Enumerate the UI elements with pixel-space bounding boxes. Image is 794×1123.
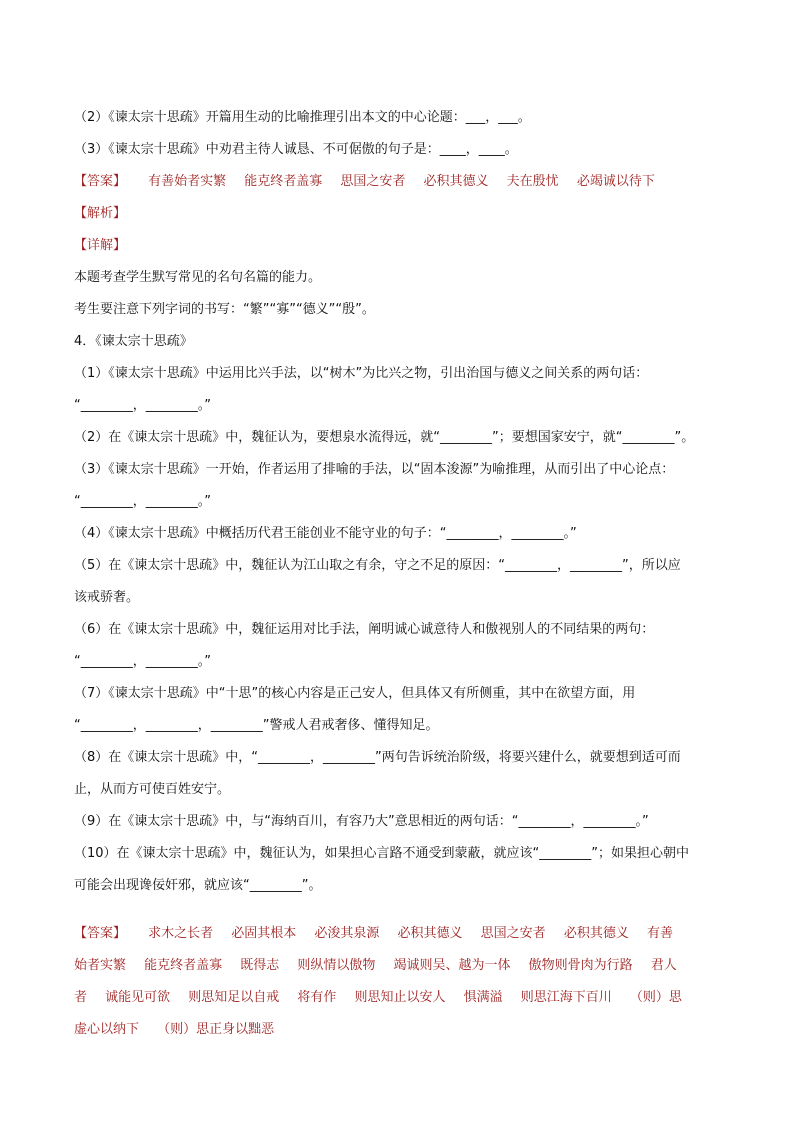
q4-sub-7b: “________，________，________”警戒人君戒奢侈、懂得知足。 [74,718,439,733]
q4-sub-9: （9）在《谏太宗十思疏》中，与“海纳百川，有容乃大”意思相近的两句话：“________，________。” [74,814,649,829]
detail-label: 【详解】 [74,238,127,253]
answer-text: 有善始者实繁 能克终者盖寡 思国之安者 必积其德义 夫在殷忧 必竭诚以待下 [148,174,655,189]
answer-2-line-1 [74,918,724,950]
q4-sub-8b: 止，从而方可使百姓安宁。 [74,782,231,797]
question-item-2: （2）《谏太宗十思疏》开篇用生动的比喻推理引出本文的中心论题：___，___。 [74,110,531,125]
q4-sub-7a: （7）《谏太宗十思疏》中“十思”的核心内容是正己安人，但具体又有所侧重，其中在欲望方面，用 [74,686,636,701]
q4-sub-10b: 可能会出现谗佞奸邪，就应该“________”。 [74,878,322,893]
detail-text-2: 考生要注意下列字词的书写：“繁”“寡”“德义”“殷”。 [74,302,375,317]
q4-sub-10a: （10）在《谏太宗十思疏》中，魏征认为，如果担心言路不通受到蒙蔽，就应该“________”；如果担心朝中 [74,846,690,861]
answer-2-label: 【答案】 [74,926,127,941]
answer-2-line-2: 始者实繁 能克终者盖寡 既得志 则纵情以傲物 竭诚则吴、越为一体 傲物则骨肉为行路 君人 [74,958,677,973]
q4-sub-6b: “________，________。” [74,654,211,669]
q4-sub-6a: （6）在《谏太宗十思疏》中，魏征运用对比手法，阐明诚心诚意待人和傲视别人的不同结果的两句： [74,622,655,637]
answer-2-line-3: 者 诚能见可欲 则思知足以自戒 将有作 则思知止以安人 惧满溢 则思江海下百川 （则）思 [74,990,682,1005]
q4-sub-5b: 该戒骄奢。 [74,590,140,605]
q4-sub-8a: （8）在《谏太宗十思疏》中，“________，________”两句告诉统治阶级，将要兴建什么，就要想到适可而 [74,750,681,765]
answer-2-text-1: 求木之长者 必固其根本 必浚其泉源 必积其德义 思国之安者 必积其德义 有善 [148,926,673,941]
answer-line-1 [74,166,724,198]
question-4-title: 4．《谏太宗十思疏》 [74,334,193,349]
q4-sub-3a: （3）《谏太宗十思疏》一开始，作者运用了排喻的手法，以“固本浚源”为喻推理，从而引出了中心论点： [74,462,675,477]
q4-sub-5a: （5）在《谏太宗十思疏》中，魏征认为江山取之有余，守之不足的原因：“________，________”，所以应 [74,558,681,573]
question-item-3: （3）《谏太宗十思疏》中劝君主待人诚恳、不可倨傲的句子是：____，____。 [74,142,518,157]
detail-text-1: 本题考查学生默写常见的名句名篇的能力。 [74,270,322,285]
q4-sub-1a: （1）《谏太宗十思疏》中运用比兴手法，以“树木”为比兴之物，引出治国与德义之间关系的两句话： [74,366,649,381]
q4-sub-2: （2）在《谏太宗十思疏》中，魏征认为，要想泉水流得远，就“________”；要想国家安宁，就“________”。 [74,430,695,445]
answer-2-line-4: 虚心以纳下 （则）思正身以黜恶 [74,1022,275,1037]
answer-label: 【答案】 [74,174,127,189]
q4-sub-1b: “________，________。” [74,398,211,413]
answer-block-2 [74,918,724,1046]
document-content [74,102,724,1046]
q4-sub-3b: “________，________。” [74,494,211,509]
analysis-label: 【解析】 [74,206,127,221]
q4-sub-4: （4）《谏太宗十思疏》中概括历代君王能创业不能守业的句子：“________，________。” [74,526,577,541]
